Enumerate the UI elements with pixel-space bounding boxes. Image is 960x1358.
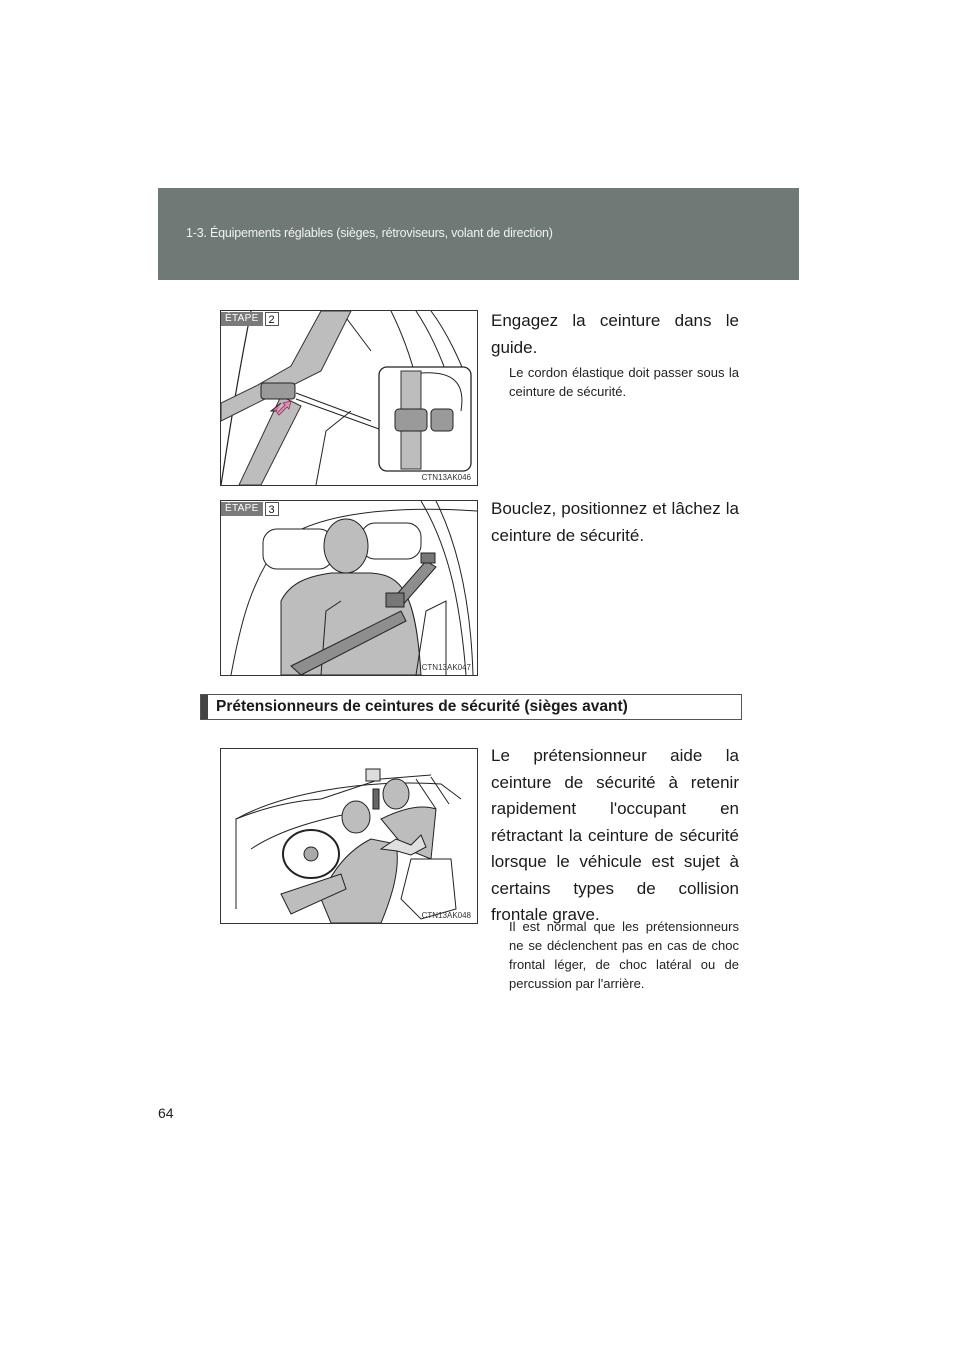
step-badge: ÉTAPE 3 (221, 502, 279, 516)
section-heading (200, 694, 742, 720)
page-number: 64 (158, 1105, 174, 1121)
step2-instruction: Engagez la ceinture dans le guide. (491, 311, 739, 357)
pretensioner-illustration (220, 748, 478, 924)
figure-code: CTN13AK046 (421, 473, 471, 482)
chapter-header (158, 188, 799, 280)
step3-instruction: Bouclez, positionnez et lâchez la ceinture de sécurité. (491, 499, 739, 545)
seatbelt-guide-drawing (221, 311, 477, 485)
pretensioner-note: Il est normal que les prétensionneurs ne se déclenchent pas en cas de choc frontal léger, de choc latéral ou de percussion par l'arrière. (509, 919, 739, 991)
step2-note: Le cordon élastique doit passer sous la ceinture de sécurité. (509, 365, 739, 399)
figure-code: CTN13AK047 (421, 663, 471, 672)
heading-marker (201, 695, 208, 719)
section-title: Prétensionneurs de ceintures de sécurité (sièges avant) (216, 698, 628, 715)
step-badge: ÉTAPE 2 (221, 312, 279, 326)
figure-code: CTN13AK048 (421, 911, 471, 920)
step3-illustration (220, 500, 478, 676)
pretensioner-description: Le prétensionneur aide la ceinture de sécurité à retenir rapidement l'occupant en rétractant la ceinture de sécurité lorsque le véhicule est sujet à certains types de collision frontale grave. (491, 746, 739, 924)
buckled-passenger-drawing (221, 501, 477, 675)
chapter-title: 1-3. Équipements réglables (sièges, rétroviseurs, volant de direction) (186, 226, 553, 240)
step2-illustration (220, 310, 478, 486)
car-interior-drawing (221, 749, 477, 923)
